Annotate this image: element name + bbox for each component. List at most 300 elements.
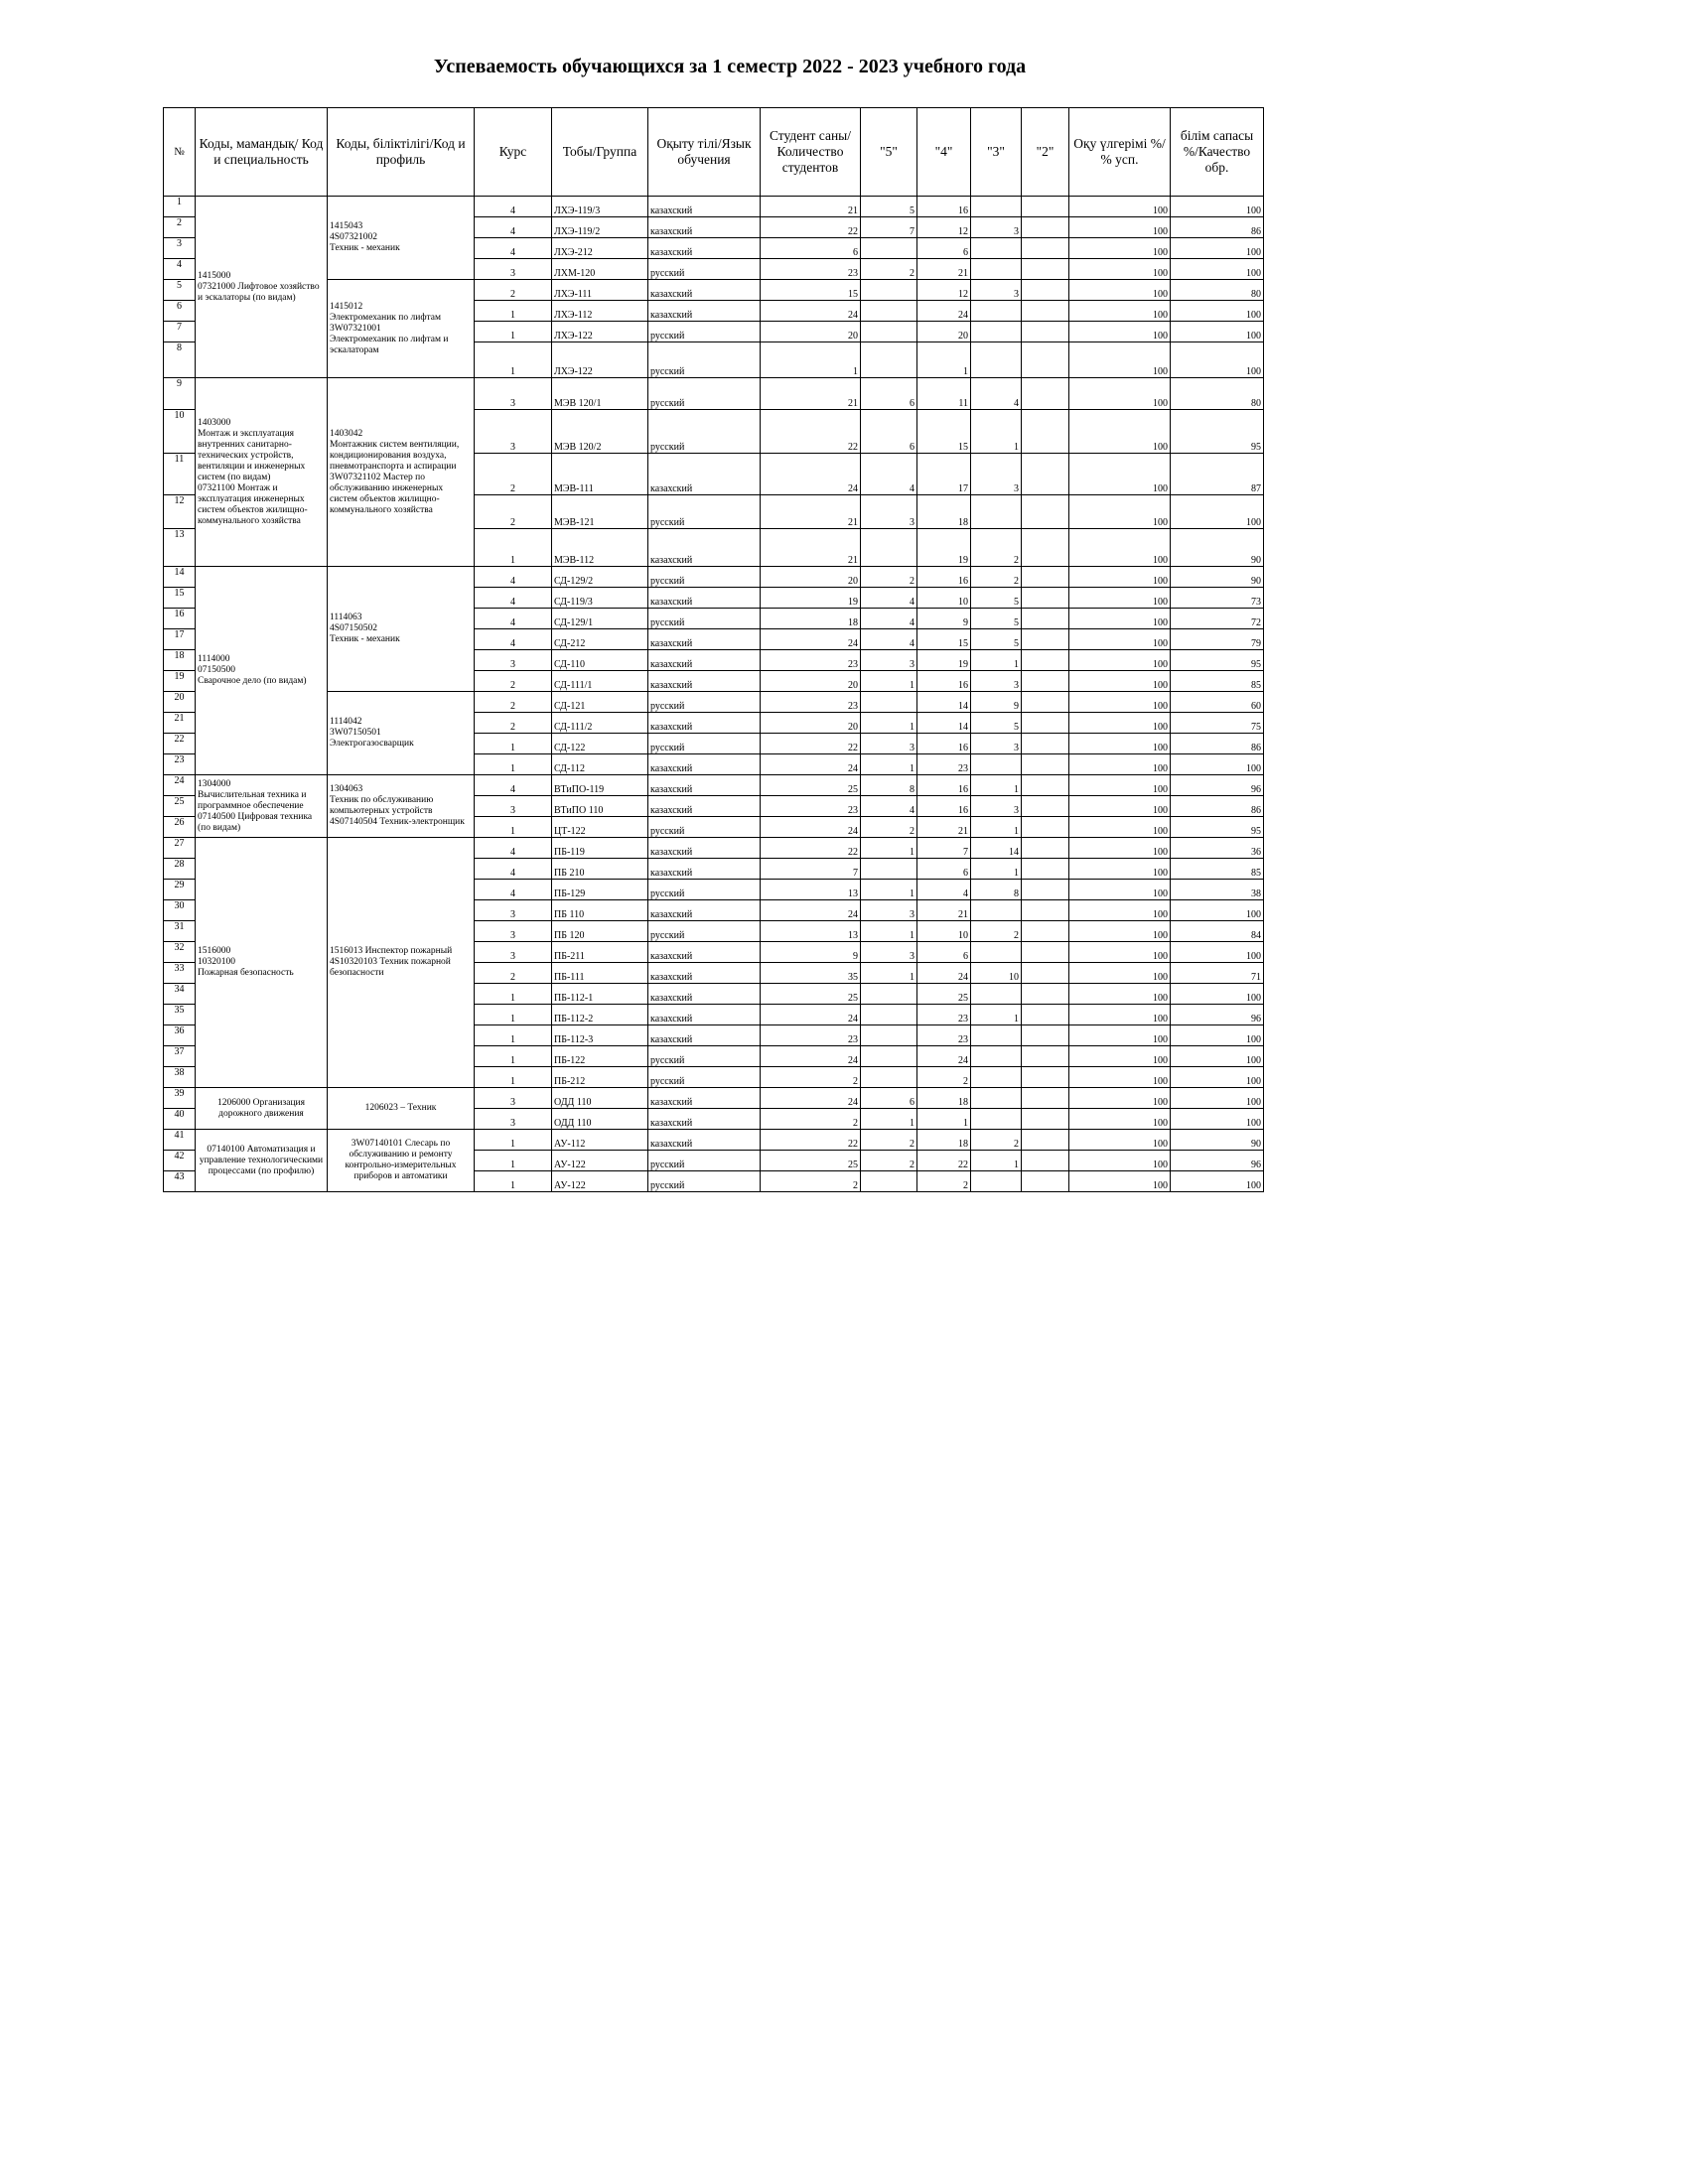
profile-text: 1516013 Инспектор пожарный [330,946,453,956]
grade-3-cell [971,1046,1022,1067]
language-cell: русский [648,1046,761,1067]
grade-4-cell: 23 [917,1025,971,1046]
grade-5-cell [861,1046,917,1067]
quality-rate-cell: 85 [1171,859,1264,880]
success-rate-cell: 100 [1069,217,1171,238]
quality-rate-cell: 100 [1171,301,1264,322]
row-number: 14 [164,567,196,588]
success-rate-cell: 100 [1069,495,1171,529]
course-cell: 3 [475,1088,552,1109]
row-number: 35 [164,1005,196,1025]
grade-2-cell [1022,410,1069,454]
student-count-cell: 2 [761,1171,861,1192]
grade-4-cell: 6 [917,942,971,963]
quality-rate-cell: 86 [1171,734,1264,754]
row-number: 3 [164,238,196,259]
grade-5-cell: 2 [861,259,917,280]
student-count-cell: 20 [761,713,861,734]
header-language: Оқыту тілі/Язык обучения [648,108,761,197]
grade-2-cell [1022,495,1069,529]
grade-3-cell: 2 [971,921,1022,942]
success-rate-cell: 100 [1069,1130,1171,1151]
student-count-cell: 9 [761,942,861,963]
grade-5-cell: 4 [861,588,917,609]
student-count-cell: 1 [761,342,861,378]
course-cell: 4 [475,859,552,880]
row-number: 25 [164,796,196,817]
grade-4-cell: 16 [917,775,971,796]
group-cell: СД-119/3 [552,588,648,609]
grade-3-cell: 3 [971,671,1022,692]
grade-2-cell [1022,754,1069,775]
course-cell: 3 [475,796,552,817]
row-number: 34 [164,984,196,1005]
profile-cell [328,197,475,280]
specialty-cell [196,567,328,775]
success-rate-cell: 100 [1069,692,1171,713]
profile-text: 1206023 – Техник [364,1103,437,1113]
grade-3-cell: 1 [971,1005,1022,1025]
grade-3-cell [971,1088,1022,1109]
grade-3-cell: 5 [971,588,1022,609]
language-cell: русский [648,495,761,529]
table-row [164,378,1264,410]
success-rate-cell: 100 [1069,859,1171,880]
language-cell: казахский [648,713,761,734]
language-cell: казахский [648,588,761,609]
quality-rate-cell: 75 [1171,713,1264,734]
grade-2-cell [1022,900,1069,921]
course-cell: 3 [475,259,552,280]
specialty-text: 1114000 [198,654,230,664]
grade-3-cell [971,1109,1022,1130]
grade-2-cell [1022,650,1069,671]
grade-2-cell [1022,238,1069,259]
success-rate-cell: 100 [1069,1088,1171,1109]
language-cell: русский [648,322,761,342]
success-rate-cell: 100 [1069,1025,1171,1046]
student-count-cell: 24 [761,1088,861,1109]
group-cell: ПБ-112-3 [552,1025,648,1046]
grade-5-cell: 6 [861,1088,917,1109]
success-rate-cell: 100 [1069,378,1171,410]
group-cell: МЭВ-112 [552,529,648,567]
row-number: 40 [164,1109,196,1130]
success-rate-cell: 100 [1069,301,1171,322]
profile-text: 3W07150501 [330,728,381,738]
group-cell: ПБ-119 [552,838,648,859]
group-cell: ВТиПО-119 [552,775,648,796]
course-cell: 4 [475,588,552,609]
group-cell: ОДД 110 [552,1088,648,1109]
language-cell: русский [648,410,761,454]
row-number: 1 [164,197,196,217]
quality-rate-cell: 100 [1171,1171,1264,1192]
row-number: 9 [164,378,196,410]
student-count-cell: 23 [761,259,861,280]
row-number: 38 [164,1067,196,1088]
group-cell: МЭВ 120/2 [552,410,648,454]
group-cell: АУ-122 [552,1171,648,1192]
specialty-text: Пожарная безопасность [198,968,294,978]
profile-text: 1114063 [330,613,362,622]
grade-5-cell: 2 [861,1130,917,1151]
grade-5-cell: 1 [861,963,917,984]
row-number: 43 [164,1171,196,1192]
grade-2-cell [1022,322,1069,342]
language-cell: казахский [648,900,761,921]
group-cell: ЛХМ-120 [552,259,648,280]
profile-cell [328,280,475,378]
grade-2-cell [1022,259,1069,280]
grade-5-cell: 4 [861,629,917,650]
grade-4-cell: 24 [917,963,971,984]
course-cell: 3 [475,900,552,921]
row-number: 5 [164,280,196,301]
grade-3-cell: 5 [971,609,1022,629]
success-rate-cell: 100 [1069,796,1171,817]
row-number: 8 [164,342,196,378]
course-cell: 1 [475,1130,552,1151]
specialty-text: 1415000 [198,270,231,281]
student-count-cell: 6 [761,238,861,259]
grade-2-cell [1022,1130,1069,1151]
grade-5-cell: 6 [861,410,917,454]
student-count-cell: 2 [761,1067,861,1088]
profile-text: Электромеханик по лифтам и эскалаторам [330,334,449,355]
grade-4-cell: 21 [917,259,971,280]
grade-2-cell [1022,609,1069,629]
grade-3-cell: 14 [971,838,1022,859]
grade-3-cell [971,495,1022,529]
row-number: 19 [164,671,196,692]
grade-4-cell: 22 [917,1151,971,1171]
row-number: 23 [164,754,196,775]
grade-5-cell: 3 [861,650,917,671]
grade-3-cell [971,322,1022,342]
group-cell: ЦТ-122 [552,817,648,838]
quality-rate-cell: 85 [1171,671,1264,692]
quality-rate-cell: 90 [1171,1130,1264,1151]
language-cell: казахский [648,859,761,880]
specialty-text: 10320100 [198,957,235,967]
grade-3-cell: 1 [971,1151,1022,1171]
grade-4-cell: 18 [917,1088,971,1109]
language-cell: казахский [648,650,761,671]
success-rate-cell: 100 [1069,921,1171,942]
success-rate-cell: 100 [1069,1046,1171,1067]
group-cell: СД-110 [552,650,648,671]
header-group: Тобы/Группа [552,108,648,197]
profile-text: 3W07321102 Мастер по обслуживанию инженерных систем объектов жилищно-коммунального хозяйства [330,472,444,515]
course-cell: 1 [475,1005,552,1025]
row-number: 37 [164,1046,196,1067]
row-number: 26 [164,817,196,838]
grade-5-cell: 1 [861,713,917,734]
language-cell: казахский [648,754,761,775]
row-number: 6 [164,301,196,322]
profile-text: Техник - механик [330,243,400,253]
success-rate-cell: 100 [1069,529,1171,567]
language-cell: казахский [648,796,761,817]
success-rate-cell: 100 [1069,754,1171,775]
grade-3-cell: 1 [971,817,1022,838]
grade-2-cell [1022,342,1069,378]
grade-3-cell: 4 [971,378,1022,410]
success-rate-cell: 100 [1069,1171,1171,1192]
specialty-text: 1206000 Организация дорожного движения [216,1097,306,1119]
grade-3-cell [971,942,1022,963]
row-number: 12 [164,495,196,529]
row-number: 42 [164,1151,196,1171]
row-number: 16 [164,609,196,629]
profile-cell [328,775,475,838]
quality-rate-cell: 100 [1171,1088,1264,1109]
grade-3-cell: 2 [971,567,1022,588]
grade-4-cell: 23 [917,1005,971,1025]
grade-4-cell: 19 [917,650,971,671]
course-cell: 4 [475,238,552,259]
student-count-cell: 24 [761,301,861,322]
course-cell: 1 [475,1067,552,1088]
grade-5-cell: 1 [861,671,917,692]
grade-3-cell [971,1067,1022,1088]
success-rate-cell: 100 [1069,342,1171,378]
group-cell: СД-112 [552,754,648,775]
success-rate-cell: 100 [1069,410,1171,454]
row-number: 15 [164,588,196,609]
grade-5-cell [861,692,917,713]
student-count-cell: 24 [761,900,861,921]
row-number: 20 [164,692,196,713]
course-cell: 1 [475,301,552,322]
grade-3-cell [971,301,1022,322]
grade-5-cell [861,1025,917,1046]
header-grade-4: "4" [917,108,971,197]
grade-4-cell: 1 [917,1109,971,1130]
grade-5-cell: 3 [861,942,917,963]
language-cell: русский [648,259,761,280]
grade-5-cell: 4 [861,609,917,629]
grade-2-cell [1022,1088,1069,1109]
grade-5-cell [861,238,917,259]
group-cell: СД-129/1 [552,609,648,629]
grade-4-cell: 20 [917,322,971,342]
quality-rate-cell: 73 [1171,588,1264,609]
header-number: № [164,108,196,197]
grade-2-cell [1022,963,1069,984]
course-cell: 1 [475,529,552,567]
header-quality-rate: білім сапасы %/Качество обр. [1171,108,1264,197]
grade-4-cell: 12 [917,280,971,301]
quality-rate-cell: 100 [1171,1025,1264,1046]
profile-text: Монтажник систем вентиляции, кондиционирования воздуха, пневмотранспорта и аспирации [330,439,460,472]
student-count-cell: 22 [761,217,861,238]
success-rate-cell: 100 [1069,963,1171,984]
student-count-cell: 20 [761,322,861,342]
grade-5-cell: 4 [861,796,917,817]
row-number: 2 [164,217,196,238]
language-cell: русский [648,817,761,838]
quality-rate-cell: 100 [1171,984,1264,1005]
profile-text: Электромеханик по лифтам [330,312,441,323]
language-cell: казахский [648,1005,761,1025]
student-count-cell: 24 [761,754,861,775]
grade-4-cell: 16 [917,734,971,754]
grade-4-cell: 6 [917,859,971,880]
header-success-rate: Оқу үлгерімі %/ % усп. [1069,108,1171,197]
quality-rate-cell: 80 [1171,378,1264,410]
student-count-cell: 21 [761,529,861,567]
group-cell: СД-121 [552,692,648,713]
grade-4-cell: 16 [917,567,971,588]
specialty-text: Монтаж и эксплуатация внутренних санитарно-технических устройств, вентиляции и инженерных систем (по видам) [198,428,306,482]
grade-5-cell: 5 [861,197,917,217]
group-cell: ЛХЭ-119/2 [552,217,648,238]
student-count-cell: 25 [761,984,861,1005]
grade-4-cell: 16 [917,197,971,217]
grade-5-cell: 3 [861,495,917,529]
grade-4-cell: 1 [917,342,971,378]
profile-text: 4S07321002 [330,232,378,242]
course-cell: 4 [475,880,552,900]
table-row [164,567,1264,588]
header-student-count: Студент саны/Количество студентов [761,108,861,197]
grade-5-cell: 6 [861,378,917,410]
grade-5-cell: 1 [861,880,917,900]
row-number: 31 [164,921,196,942]
course-cell: 3 [475,921,552,942]
group-cell: СД-129/2 [552,567,648,588]
profile-text: Техник - механик [330,634,400,644]
grade-2-cell [1022,1046,1069,1067]
student-count-cell: 24 [761,817,861,838]
grade-5-cell [861,859,917,880]
grade-3-cell: 2 [971,1130,1022,1151]
success-rate-cell: 100 [1069,1005,1171,1025]
specialty-cell [196,838,328,1088]
group-cell: ПБ 210 [552,859,648,880]
group-cell: ПБ-122 [552,1046,648,1067]
table-row [164,197,1264,217]
grade-2-cell [1022,197,1069,217]
grade-4-cell: 11 [917,378,971,410]
grade-3-cell: 3 [971,217,1022,238]
student-count-cell: 13 [761,880,861,900]
grade-4-cell: 15 [917,629,971,650]
quality-rate-cell: 100 [1171,322,1264,342]
group-cell: МЭВ 120/1 [552,378,648,410]
profile-cell [328,1088,475,1130]
course-cell: 2 [475,495,552,529]
language-cell: казахский [648,217,761,238]
grade-5-cell: 1 [861,838,917,859]
quality-rate-cell: 100 [1171,754,1264,775]
quality-rate-cell: 90 [1171,567,1264,588]
quality-rate-cell: 84 [1171,921,1264,942]
group-cell: ЛХЭ-111 [552,280,648,301]
specialty-text: 1403000 [198,417,231,428]
success-rate-cell: 100 [1069,454,1171,495]
header-grade-5: "5" [861,108,917,197]
student-count-cell: 21 [761,378,861,410]
grade-5-cell: 2 [861,567,917,588]
grade-2-cell [1022,378,1069,410]
specialty-text: 07140100 Автоматизация и управление технологическими процессами (по профилю) [199,1144,324,1176]
student-count-cell: 23 [761,1025,861,1046]
course-cell: 1 [475,984,552,1005]
grade-2-cell [1022,838,1069,859]
grade-3-cell: 10 [971,963,1022,984]
student-count-cell: 18 [761,609,861,629]
language-cell: русский [648,342,761,378]
quality-rate-cell: 72 [1171,609,1264,629]
student-count-cell: 7 [761,859,861,880]
success-rate-cell: 100 [1069,259,1171,280]
success-rate-cell: 100 [1069,817,1171,838]
grade-2-cell [1022,588,1069,609]
course-cell: 2 [475,692,552,713]
language-cell: русский [648,921,761,942]
student-count-cell: 24 [761,1046,861,1067]
grade-2-cell [1022,1067,1069,1088]
quality-rate-cell: 100 [1171,197,1264,217]
grade-2-cell [1022,734,1069,754]
language-cell: казахский [648,238,761,259]
grade-2-cell [1022,629,1069,650]
grade-2-cell [1022,671,1069,692]
grade-5-cell [861,280,917,301]
specialty-cell [196,1088,328,1130]
row-number: 22 [164,734,196,754]
grade-5-cell [861,529,917,567]
grade-3-cell: 1 [971,410,1022,454]
table-row [164,1088,1264,1109]
grade-5-cell [861,342,917,378]
course-cell: 3 [475,378,552,410]
grade-3-cell [971,238,1022,259]
course-cell: 1 [475,754,552,775]
quality-rate-cell: 95 [1171,410,1264,454]
course-cell: 4 [475,838,552,859]
table-row [164,838,1264,859]
row-number: 21 [164,713,196,734]
course-cell: 4 [475,629,552,650]
grade-3-cell [971,197,1022,217]
course-cell: 2 [475,963,552,984]
grade-5-cell [861,322,917,342]
profile-text: 3W07321001 [330,323,381,334]
student-count-cell: 21 [761,197,861,217]
grade-2-cell [1022,984,1069,1005]
quality-rate-cell: 36 [1171,838,1264,859]
language-cell: казахский [648,942,761,963]
course-cell: 4 [475,775,552,796]
success-rate-cell: 100 [1069,1151,1171,1171]
language-cell: казахский [648,1025,761,1046]
grade-5-cell [861,984,917,1005]
quality-rate-cell: 100 [1171,495,1264,529]
grade-4-cell: 7 [917,838,971,859]
grade-2-cell [1022,692,1069,713]
course-cell: 2 [475,671,552,692]
success-rate-cell: 100 [1069,238,1171,259]
language-cell: русский [648,1151,761,1171]
grade-5-cell: 8 [861,775,917,796]
grade-4-cell: 24 [917,1046,971,1067]
grade-4-cell: 14 [917,692,971,713]
grade-3-cell [971,342,1022,378]
